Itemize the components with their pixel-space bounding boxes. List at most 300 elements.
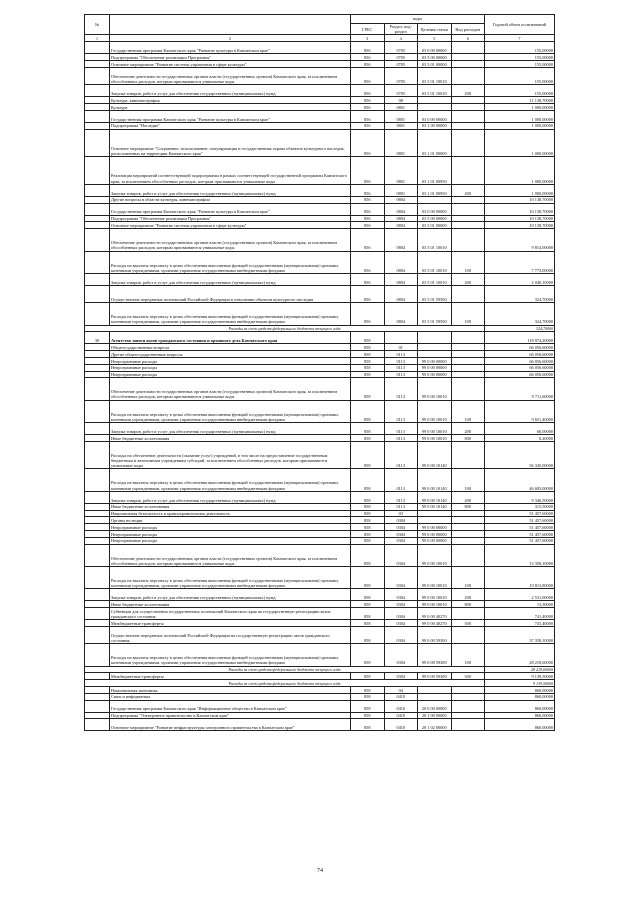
header-codes: коды [351,15,485,24]
row-target: 99 0 00 10140 [418,469,452,491]
row-grbs: 856 [351,222,385,229]
row-grbs: 858 [351,351,385,358]
row-amount: 7 773,00000 [485,251,555,273]
row-razdel: 0410 [384,693,418,700]
row-target: 99 0 00 00000 [418,531,452,538]
table-row [85,567,555,589]
row-target: 03 5 01 59500 [418,303,452,325]
row-vid [451,378,485,400]
row-name: Непрограммные расходы [110,364,351,371]
table-row [85,686,555,693]
row-vid: 200 [451,491,485,503]
table-row [85,332,555,344]
table-row [85,719,555,731]
row-grbs: 856 [351,157,385,185]
row-amount: 1 000,00000 [485,157,555,185]
row-number [85,719,110,731]
row-target: 99 0 00 59300 [418,673,452,680]
row-vid [451,122,485,129]
row-razdel: 0304 [384,544,418,566]
row-grbs: 858 [351,719,385,731]
table-row [85,364,555,371]
row-name: Основное мероприятие "Развитие системы управления в сфере культуры" [110,61,351,68]
row-grbs: 856 [351,85,385,97]
row-name: Осуществление переданных полномочий Российской Федерации в отношении объектов культурного наследия [110,285,351,302]
row-grbs: 858 [351,531,385,538]
budget-table-sheet [84,14,555,731]
note-text: Расходы за счет средств федерального бюджета текущего года [85,680,485,687]
row-razdel: 03 [384,510,418,517]
row-amount: 1 000,00000 [485,122,555,129]
row-number [85,400,110,422]
row-name: Национальная экономика [110,686,351,693]
row-razdel: 0304 [384,601,418,608]
row-name: Обеспечение деятельности государственных органов власти (государственных органов) Камчатского края, за исключением обособленных расходов, которым присваиваются уникальные коды [110,544,351,566]
row-amount: 10 138,70000 [485,203,555,215]
row-grbs: 856 [351,129,385,157]
row-target: 99 0 00 40270 [418,608,452,620]
row-target: 20 1 02 00000 [418,719,452,731]
table-row [85,627,555,644]
row-amount: 1 000,00000 [485,129,555,157]
row-number [85,700,110,712]
row-razdel: 0304 [384,537,418,544]
row-vid: 200 [451,589,485,601]
row-target: 99 0 00 00000 [418,364,452,371]
row-amount: 37 358,10000 [485,627,555,644]
note-text: Расходы за счет средств федерального бюджета текущего года [85,325,485,332]
table-note-row [85,680,555,687]
row-grbs: 858 [351,644,385,666]
row-target: 03 5 00 00000 [418,54,452,61]
table-row [85,184,555,196]
row-number [85,537,110,544]
row-vid [451,68,485,85]
row-name: Подпрограмма "Наследие" [110,122,351,129]
row-amount: 860,00000 [485,686,555,693]
row-grbs: 856 [351,203,385,215]
row-razdel: 0113 [384,364,418,371]
row-vid [451,357,485,364]
row-razdel: 0705 [384,42,418,54]
table-row [85,344,555,351]
row-grbs: 856 [351,184,385,196]
row-name: Подпрограмма "Электронное правительство в Камчатском крае" [110,712,351,719]
row-vid: 800 [451,435,485,442]
row-razdel: 0410 [384,700,418,712]
row-razdel: 0804 [384,251,418,273]
row-razdel: 0113 [384,469,418,491]
table-row [85,524,555,531]
table-row [85,544,555,566]
row-target [418,686,452,693]
table-row [85,589,555,601]
row-grbs: 858 [351,524,385,531]
row-razdel: 0804 [384,215,418,222]
row-number [85,273,110,285]
row-name: Закупка товаров, работ и услуг для обеспечения государственных (муниципальных) нужд [110,589,351,601]
row-target: 03 5 01 10010 [418,273,452,285]
row-vid [451,229,485,251]
row-razdel: 0804 [384,273,418,285]
row-target [418,351,452,358]
table-row [85,441,555,469]
row-number [85,157,110,185]
row-grbs: 858 [351,435,385,442]
row-number [85,517,110,524]
row-name: Обеспечение деятельности государственных органов власти (государственных органов) Камчатского края, за исключением обособленных расходов, которым присваиваются уникальные коды [110,68,351,85]
row-amount: 51 457,60000 [485,524,555,531]
table-row [85,273,555,285]
row-amount: 741,40000 [485,608,555,620]
row-vid: 100 [451,469,485,491]
row-number: 30 [85,332,110,344]
row-name: Закупка товаров, работ и услуг для обеспечения государственных (муниципальных) нужд [110,85,351,97]
row-name: Закупка товаров, работ и услуг для обеспечения государственных (муниципальных) нужд [110,423,351,435]
row-grbs: 858 [351,700,385,712]
budget-table [84,14,555,731]
row-number [85,129,110,157]
row-grbs: 856 [351,273,385,285]
row-razdel: 0804 [384,229,418,251]
row-amount: 741,40000 [485,620,555,627]
row-grbs: 858 [351,423,385,435]
row-grbs: 858 [351,491,385,503]
row-name: Непрограммные расходы [110,357,351,364]
row-grbs: 858 [351,400,385,422]
row-grbs: 858 [351,371,385,378]
row-vid [451,351,485,358]
row-vid: 800 [451,601,485,608]
row-grbs: 858 [351,601,385,608]
table-row [85,503,555,510]
row-grbs: 856 [351,103,385,110]
row-number [85,110,110,122]
row-number [85,42,110,54]
row-number [85,54,110,61]
table-row [85,61,555,68]
row-amount: 118 874,20000 [485,332,555,344]
row-grbs: 858 [351,567,385,589]
row-vid: 200 [451,423,485,435]
row-vid [451,719,485,731]
table-row [85,157,555,185]
row-name: Непрограммные расходы [110,537,351,544]
row-name: Государственная программа Камчатского края "Развитие культуры в Камчатском крае" [110,110,351,122]
row-grbs: 856 [351,54,385,61]
row-grbs: 858 [351,693,385,700]
table-row [85,378,555,400]
row-amount: 51 457,60000 [485,531,555,538]
table-row [85,97,555,104]
row-name: Закупка товаров, работ и услуг для обеспечения государственных (муниципальных) нужд [110,491,351,503]
row-amount: 324,70000 [485,285,555,302]
page-number: 74 [317,868,323,874]
row-amount: 0,20000 [485,435,555,442]
row-number [85,85,110,97]
row-amount: 10 138,70000 [485,196,555,203]
row-amount: 1 000,00000 [485,103,555,110]
row-grbs: 858 [351,686,385,693]
row-amount: 324,70000 [485,303,555,325]
row-name: Основное мероприятие "Развитие инфраструктуры электронного правительства в Камчатском крае" [110,719,351,731]
column-number: 1 [85,35,110,42]
row-target [418,103,452,110]
row-razdel: 0304 [384,673,418,680]
row-vid [451,54,485,61]
row-name: Основное мероприятие "Сохранение, использование, популяризация и государственная охрана объектов культурного наследия, расположенных на территории Камчатского края" [110,129,351,157]
row-amount: 10 138,70000 [485,222,555,229]
row-razdel: 0113 [384,378,418,400]
row-amount: 13,30000 [485,601,555,608]
table-row [85,103,555,110]
row-name: Общегосударственные вопросы [110,344,351,351]
row-vid [451,332,485,344]
row-amount: 155,00000 [485,42,555,54]
header-number: № [85,15,110,35]
row-grbs: 858 [351,712,385,719]
table-note-row [85,666,555,673]
row-number [85,61,110,68]
row-number [85,589,110,601]
row-grbs: 858 [351,469,385,491]
row-name: Другие вопросы в области культуры, кинематографии [110,196,351,203]
row-number [85,229,110,251]
column-number: 5 [418,35,452,42]
row-number [85,423,110,435]
row-name: Обеспечение деятельности государственных органов власти (государственных органов) Камчатского края, за исключением обособленных расходов, которым присваиваются уникальные коды [110,378,351,400]
row-name: Межбюджетные трансферты [110,673,351,680]
row-target: 99 0 00 10010 [418,378,452,400]
table-row [85,531,555,538]
row-target [418,332,452,344]
row-number [85,441,110,469]
row-amount: 46 683,00000 [485,469,555,491]
row-amount: 51 457,60000 [485,510,555,517]
row-target: 20 1 00 00000 [418,712,452,719]
table-row [85,222,555,229]
row-vid [451,42,485,54]
table-row [85,435,555,442]
table-row [85,537,555,544]
row-razdel: 0304 [384,517,418,524]
row-amount: 10 813,80000 [485,567,555,589]
row-amount: 11 138,70000 [485,97,555,104]
row-razdel: 0113 [384,491,418,503]
row-target: 99 0 00 10010 [418,435,452,442]
row-name: Обеспечение деятельности государственных органов власти (государственных органов) Камчатского края, за исключением обособленных расходов, которым присваиваются уникальные коды [110,229,351,251]
row-grbs: 856 [351,61,385,68]
row-target: 99 0 00 00000 [418,537,452,544]
column-number: 4 [384,35,418,42]
row-grbs: 858 [351,627,385,644]
row-name: Органы юстиции [110,517,351,524]
row-number [85,608,110,620]
row-name: Расходы на обеспечение деятельности (оказание услуг) учреждений, в том числе на предоставление государственным бюджетным и автономным учреждениям субсидий, за исключением обособленных расходов, которым присваиваются уникальные коды [110,441,351,469]
row-amount: 860,00000 [485,719,555,731]
row-amount: 860,00000 [485,700,555,712]
table-row [85,510,555,517]
row-name: Связь и информатика [110,693,351,700]
column-number: 7 [485,35,555,42]
row-name: Расходы на выплаты персоналу в целях обеспечения выполнения функций государственными (муниципальными) органами, казенными учреждениями, органами управления государственными внебюджетными фондами [110,400,351,422]
table-row [85,285,555,302]
row-target: 99 0 00 10010 [418,423,452,435]
row-target: 03 1 01 00000 [418,129,452,157]
row-razdel: 0113 [384,435,418,442]
row-name: Государственная программа Камчатского края "Информационное общество в Камчатском крае" [110,700,351,712]
row-number [85,693,110,700]
row-target: 03 5 01 00000 [418,61,452,68]
row-grbs: 856 [351,215,385,222]
row-grbs: 858 [351,544,385,566]
row-razdel: 0304 [384,531,418,538]
row-razdel: 0705 [384,68,418,85]
row-name: Расходы на выплаты персоналу в целях обеспечения выполнения функций государственными (муниципальными) органами, казенными учреждениями, органами управления государственными внебюджетными фондами [110,567,351,589]
row-vid: 100 [451,251,485,273]
row-razdel: 0113 [384,423,418,435]
row-grbs: 858 [351,378,385,400]
row-razdel: 0801 [384,110,418,122]
row-target: 99 0 00 10010 [418,544,452,566]
row-grbs: 858 [351,589,385,601]
row-target: 99 0 00 40270 [418,620,452,627]
note-amount: 28 218,60000 [485,666,555,673]
row-vid [451,129,485,157]
row-amount: 56 345,00000 [485,441,555,469]
row-razdel: 0801 [384,157,418,185]
row-name: Иные бюджетные ассигнования [110,601,351,608]
row-grbs: 858 [351,441,385,469]
row-razdel: 0113 [384,351,418,358]
row-amount: 60,00000 [485,423,555,435]
row-number [85,469,110,491]
row-number [85,344,110,351]
row-name: Национальная безопасность и правоохранительная деятельность [110,510,351,517]
row-number [85,378,110,400]
row-target: 03 0 00 00000 [418,203,452,215]
row-number [85,544,110,566]
row-target: 99 0 00 10140 [418,441,452,469]
row-vid [451,693,485,700]
table-row [85,203,555,215]
row-amount: 51 457,60000 [485,537,555,544]
note-amount: 324,70000 [485,325,555,332]
table-row [85,196,555,203]
row-grbs: 858 [351,510,385,517]
row-razdel: 0801 [384,129,418,157]
row-name: Непрограммные расходы [110,371,351,378]
header-grbs: ГРБС [351,24,385,35]
row-name: Межбюджетные трансферты [110,620,351,627]
row-grbs: 858 [351,357,385,364]
row-razdel: 0304 [384,524,418,531]
row-amount: 1 000,00000 [485,184,555,196]
row-name: Закупка товаров, работ и услуг для обеспечения государственных (муниципальных) нужд [110,184,351,196]
row-target [418,693,452,700]
row-target [418,97,452,104]
row-name: Агентство записи актов гражданского состояния и архивного дела Камчатского края [110,332,351,344]
row-vid [451,196,485,203]
row-amount: 66 056,60000 [485,371,555,378]
row-number [85,620,110,627]
row-vid [451,364,485,371]
row-vid [451,712,485,719]
row-name: Расходы на выплаты персоналу в целях обеспечения выполнения функций государственными (муниципальными) органами, казенными учреждениями, органами управления государственными внебюджетными фондами [110,303,351,325]
table-row [85,303,555,325]
header-annual: Годовой объем ассигнований [485,15,555,35]
row-razdel: 0113 [384,371,418,378]
row-vid: 100 [451,644,485,666]
row-amount: 9 651,40000 [485,400,555,422]
row-razdel: 0304 [384,620,418,627]
row-vid [451,103,485,110]
row-amount: 155,00000 [485,61,555,68]
row-name: Реализация мероприятий соответствующей подпрограммы в рамках соответствующей государственной программы Камчатского края, за исключением обособленных расходов, которым присваиваются уникальные коды [110,157,351,185]
row-number [85,97,110,104]
row-razdel: 0113 [384,503,418,510]
row-name: Другие общегосударственные вопросы [110,351,351,358]
row-vid: 200 [451,184,485,196]
row-vid [451,537,485,544]
row-vid [451,215,485,222]
row-grbs: 856 [351,303,385,325]
row-razdel: 0113 [384,441,418,469]
row-name: Расходы на выплаты персоналу в целях обеспечения выполнения функций государственными (муниципальными) органами, казенными учреждениями, органами управления государственными внебюджетными фондами [110,469,351,491]
row-target: 03 5 01 59500 [418,285,452,302]
row-number [85,371,110,378]
row-number [85,435,110,442]
row-number [85,686,110,693]
row-vid [451,203,485,215]
row-amount: 13 358,10000 [485,544,555,566]
table-row [85,85,555,97]
row-target: 03 1 01 00950 [418,157,452,185]
table-row [85,215,555,222]
row-name: Осуществление переданных полномочий Российской Федерации на государственную регистрацию актов гражданского состояния [110,627,351,644]
table-row [85,644,555,666]
table-row [85,423,555,435]
table-row [85,110,555,122]
row-target: 03 5 01 10010 [418,251,452,273]
row-target: 03 5 00 00000 [418,215,452,222]
row-name: Культура, кинематография [110,97,351,104]
row-grbs: 856 [351,42,385,54]
table-row [85,491,555,503]
row-target [418,510,452,517]
row-amount: 28 218,60000 [485,644,555,666]
row-razdel: 0304 [384,627,418,644]
table-row [85,371,555,378]
table-row [85,608,555,620]
row-razdel: 0304 [384,567,418,589]
row-razdel: 0804 [384,203,418,215]
row-number [85,215,110,222]
row-amount: 860,00000 [485,693,555,700]
row-grbs: 858 [351,503,385,510]
row-target: 99 0 00 10010 [418,567,452,589]
row-number [85,712,110,719]
row-target: 03 5 01 10010 [418,229,452,251]
row-amount: 315,50000 [485,503,555,510]
row-number [85,203,110,215]
table-row [85,251,555,273]
table-row [85,673,555,680]
row-name: Иные бюджетные ассигнования [110,503,351,510]
row-number [85,524,110,531]
row-vid [451,371,485,378]
row-vid [451,517,485,524]
